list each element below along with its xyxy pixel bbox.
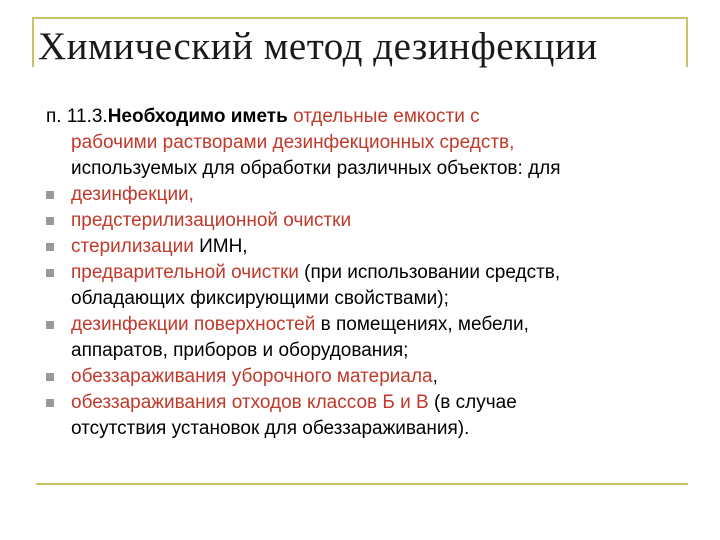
intro-line-3: используемых для обработки различных объектов: для (71, 158, 561, 179)
list-item-sterilization: стерилизации ИМН, (46, 234, 686, 260)
square-bullet-icon (46, 321, 54, 329)
intro-highlight-1: отдельные емкости с (293, 106, 480, 127)
bottom-divider (36, 483, 688, 485)
square-bullet-icon (46, 217, 54, 225)
intro-line-1 (46, 104, 686, 130)
intro-highlight-2: рабочими растворами дезинфекционных средств, (71, 132, 515, 153)
list-item-preliminary-cleaning: предварительной очистки (при использовании средств, (46, 260, 686, 286)
square-bullet-icon (46, 243, 54, 251)
intro-requirement: Необходимо иметь (107, 106, 294, 127)
slide-body (46, 104, 686, 442)
title-frame-left-rule (32, 17, 34, 67)
square-bullet-icon (46, 373, 54, 381)
intro-clause-number: п. 11.3. (46, 106, 108, 127)
list-item-cleaning-material: обеззараживания уборочного материала, (46, 364, 686, 390)
list-item-continuation: обладающих фиксирующими свойствами); (71, 288, 449, 309)
list-item-disinfection: дезинфекции, (46, 182, 686, 208)
square-bullet-icon (46, 191, 54, 199)
title-frame-top-rule (32, 17, 688, 19)
title-frame-right-rule (686, 17, 688, 67)
list-item-presterilization-cleaning: предстерилизационной очистки (46, 208, 686, 234)
list-item-continuation: аппаратов, приборов и оборудования; (71, 340, 409, 361)
square-bullet-icon (46, 399, 54, 407)
square-bullet-icon (46, 269, 54, 277)
list-item-surface-disinfection: дезинфекции поверхностей в помещениях, мебели, (46, 312, 686, 338)
slide-title: Химический метод дезинфекции (38, 25, 598, 68)
list-item-waste-disinfection: обеззараживания отходов классов Б и В (в случае (46, 390, 686, 416)
list-item-continuation: отсутствия установок для обеззараживания). (71, 418, 470, 439)
